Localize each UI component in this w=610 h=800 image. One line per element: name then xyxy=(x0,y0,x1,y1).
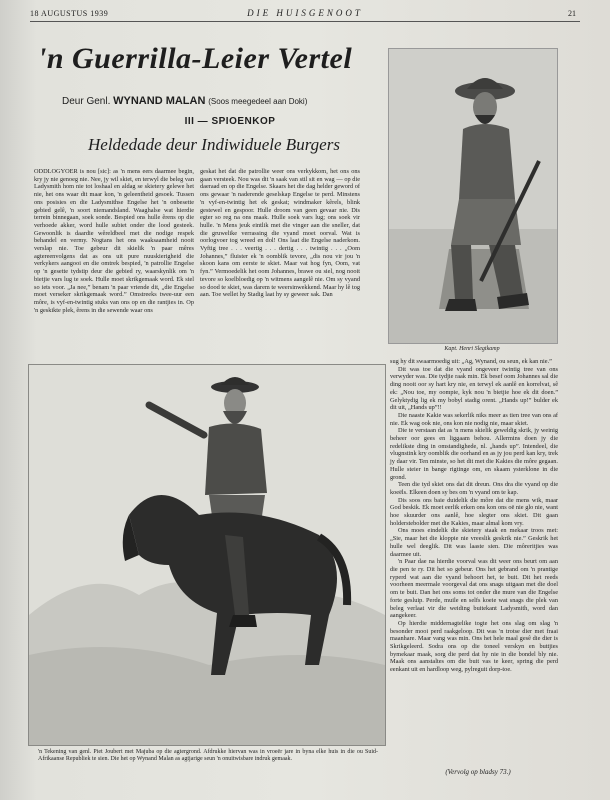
column-2-text: geskat het dat die patrollie weer ons verkykkom, het ons ons gaan versteek. Nou was dit 'n saak van stil sit en wag — op die daeraad en op die Engelse. Skaars het die dag helder geword of ons gewaar 'n naderende geselskap Engelse te perd. Minstens 'n vyf-en-twintig het ek geskat; windmaker kêrels, blink gestewel en gespoor. Hulle droom van geen gevaar nie. Dis egter so reg na ons maak. Hulle soek vars lug; ons soek vir hulle. 'n Mens jeuk eintlik met die vinger aan die sneller, dat die gruwelike verrassing die vyand moet oorval. Wat is oorlogvoer tog wreed en dol! Ons laat die Engelse naderkom. Vyftig tree . . . veertig . . . dertig . . . twintig . . . „Oom Johannes,” fluister ek 'n oomblik tevore, „dis nou vir jou 'n skoon kans om eerste te skiet. Maar vat hog fyn, Oom, vat fyn.” Vermoedelik het oom Johannes, brawe ou siel, nog nooit tevore so koelbloedig op 'n witmens aangelê nie. Om sy vyand so dood te skiet, was darem te weersinwekkend. Maar hy lê tog aan. Toe wellet hy Stadig laat hy sy geweer sak. Dan xyxy=(200,168,360,299)
column-3-paragraph: Dit was toe dat die vyand ongeveer twintig tree van ons verwyder was. Die tydjie raak min. Ek besef oom Johannes sal die ding nooit oor sy hart kry nie, en terwyl ek aanlê en korrelvat, sê ek: „Nou toe, my oompie, kyk nou 'n bietjie hoe ek dit doen.” Gelyktydig lig ek my bobyl stadig orent. „Hands up!” bulder ek dit uit, „Hands up”!! xyxy=(390,365,558,412)
column-1-text: ODDLOGYOER is nou [sic]: as 'n mens eers daarmee begin, kry jy nie genoeg nie. Nee, jy wil skiet, en terwyl die beleg van Ladysmith hom nie tot loshaal en aldag se skietery gelewe het nie, het ons waar dit maar kon, 'n geleentheid gesoek. Tussen ons posisies en die Ladysmithse Engelse het 'n onbesette gebied gelê, 'n soort niemandsland. Waaghalse wat hierdie terrein binnegaan, soek sonde. Bespied ons hulle êrens op die verhoede akker, word hulle subiet onder die lood gesteek. Gewoonlik is daardie wêreldbeel met die nodige respek behandel en vermy. Nogtans het ons waaksaamheid nooit verslap nie. Toe gebeur dit skielik 'n paar mêres agtereenvolgens dat as ons uit pure nuuskierigheid die verkykers aangooi en die omtrek bespied, 'n patrollie Engelse op 'n gesette tydstip deur die gebied ry, waarskynlik om 'n bietjie vars lug te soek. Hulle moet skrikgemaak word. Ek stel so iets voor. „Ja nee,” benam 'n paar vriende dit, „die Engelse moet verseker skrikgemaak word.” Omstreeks twee-uur een môre, is vyf-en-twintig stuks van ons op en die rantjies in. Op 'n geskikte plek, êrens in die sewende waar ons xyxy=(34,168,194,314)
magazine-name: DIE HUISGENOOT xyxy=(247,8,363,18)
header-rule xyxy=(30,21,580,22)
column-3-paragraph: Ons moes eindelik die skietery staak en mekaar troos met: „Sie, maar het die kloppie nie vreeslik geskrik nie.” Geskrik het hulle wel deeglik. Dit was laaste sien. Die môreritjies was daarmee uit. xyxy=(390,527,558,558)
column-3-paragraph: Teen die tyd skiet ons dat dit dreun. Ons dra die vyand op die koeëls. Elkeen doen sy bes om 'n vyand om te kap. xyxy=(390,481,558,496)
column-3-paragraph: Dis soos ons baie duidelik die môre dat die mens wik, maar God beskik. Ek moet eerlik erken ons kon ons oë nie glo nie, want hoe skuurder ons aanlê, hoe slegter ons skiet. Dit gaan holderstebolder met die Kakies, maar almal kom vry. xyxy=(390,496,558,527)
portrait-illustration xyxy=(389,49,557,343)
byline-note: (Soos meegedeel aan Doki) xyxy=(208,97,308,106)
horse-rider-illustration xyxy=(29,365,385,745)
page-number: 21 xyxy=(568,9,576,18)
portrait-photo xyxy=(388,48,558,344)
column-3-paragraph: 'n Paar dae na hierdie voorval was dit weer ons beurt om aan die pen te ry. Dit het so gebeur. Ons het gebrand om 'n prantige ryperd wat aan die vyand behoort het, te buit. Dit het reeds voorheen meermale voorgeval dat ons snags uitgaan met die doel om te buit. Dan het ons soms tot onder die mure van die Engelse forte gesluip. Perde, muile en selfs koeie wat snags die plek van beleg verlaat vir die weiding buitekant Ladysmith, word dan aangekeer. xyxy=(390,558,558,620)
byline-prefix: Deur Genl. xyxy=(62,96,111,107)
column-3-paragraph: Die te verstaan dat as 'n mens skielik geweldig skrik, jy weinig beheer oor gees en liggaam behou. Allermins doen jy die redelikste ding in omstandighede, nl. „hands up”. Intendeel, die vlugnstink kry oomblik die oorhand en as jy jou perd kan kry, trek jy daar vir. Ten minste, so het dit met die Kakies die môre gegaan. Hulle steier in bange rigtinge om, en skaam ysterklone in die grond. xyxy=(390,427,558,481)
continued-notice: (Vervolg op bladsy 73.) xyxy=(445,768,511,776)
article-column-1 xyxy=(34,168,194,314)
issue-date: 18 AUGUSTUS 1939 xyxy=(30,9,109,18)
article-subtitle: Heldedade deur Indiwiduele Burgers xyxy=(88,135,340,154)
drawing-caption: 'n Tekening van genl. Piet Joubert met Majuba op die agtergrond. Afdrukke hiervan was in vroeër jare in byna elke huis in die ou Suid-Afrikaanse Republiek te sien. Die het op Wynand Malan as agtjarige seun 'n onuitwisbare indruk gemaak. xyxy=(38,749,378,762)
byline xyxy=(62,95,392,107)
column-3-paragraph: Op hierdie middernagtelike togte het ons slag om slag 'n besonder mooi perd raakgeloop. Dit was 'n trotse dier met fraai maanhare. Maar vang was min. Ons het hele maal gesê die dier is Skrikgeleerd. Sodra ons op die toneel verskyn en buttjies bymekaar maak, sorg die perd dat hy nie in die bondel bly nie. Maak ons aanstaltes om die buit vas te keer, spring die perd eenkant uit en hardloop weg, pylreguit dorp-toe. xyxy=(390,619,558,674)
article-column-2 xyxy=(200,168,360,299)
equestrian-drawing xyxy=(28,364,386,746)
article-title: 'n Guerrilla-Leier Vertel xyxy=(38,42,353,75)
column-3-paragraph: sug hy dit swaarmoedig uit: „Ag, Wynand, ou seun, ek kan nie.” xyxy=(390,358,552,365)
photo-caption: Kapt. Henri Slegtkamp xyxy=(444,346,500,352)
article-part: III — SPIOENKOP xyxy=(184,116,276,127)
column-3-paragraph: Die naaste Kakie was sekerlik niks meer as tien tree van ons af nie. Ek wag ook nie, ons kon nie nodig nie, maar skiet. xyxy=(390,411,558,427)
article-column-3 xyxy=(390,358,558,674)
author-name: WYNAND MALAN xyxy=(113,95,206,107)
